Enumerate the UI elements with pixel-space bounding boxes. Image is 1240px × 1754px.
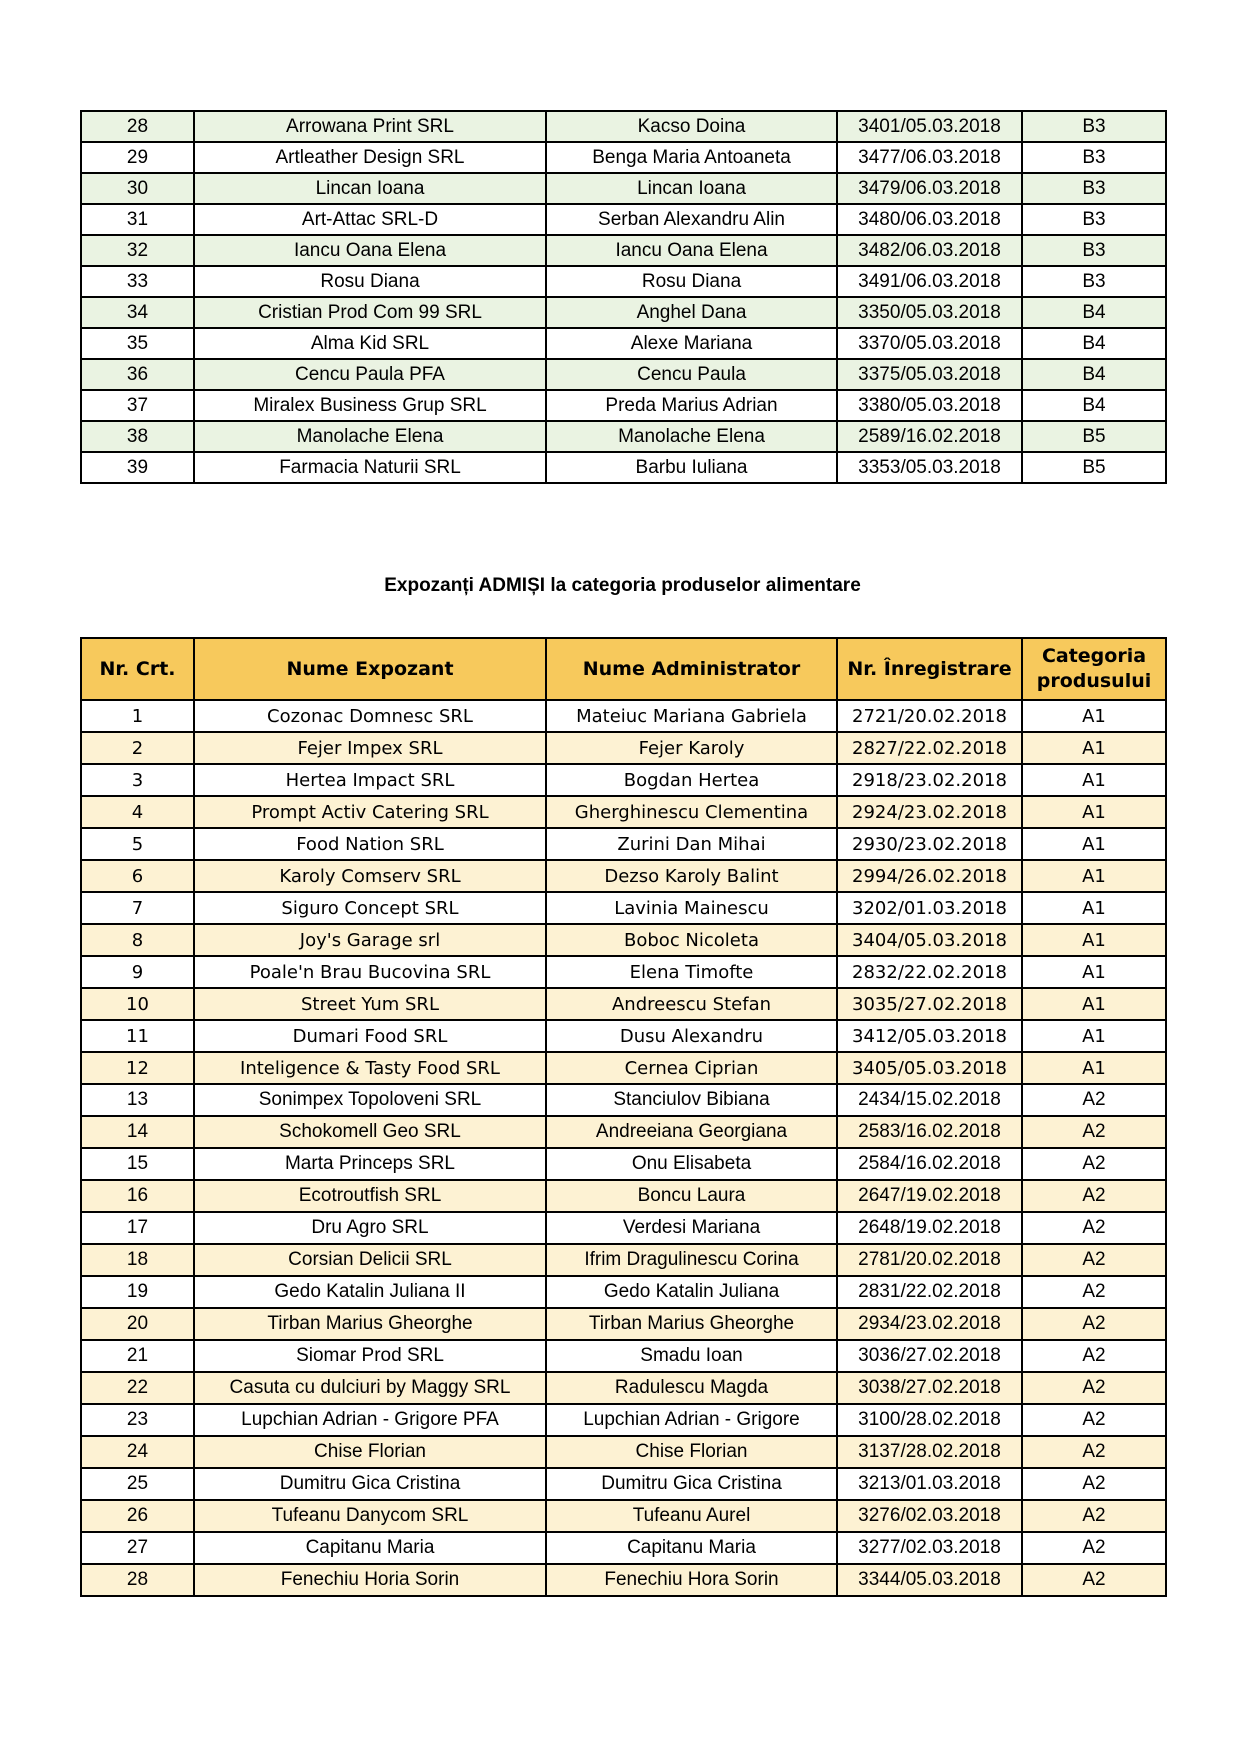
table-row [81, 860, 1166, 892]
cell-administrator-name: Serban Alexandru Alin [546, 204, 837, 235]
cell-exhibitor-name: Siguro Concept SRL [194, 892, 546, 924]
table-row [81, 828, 1166, 860]
cell-category: B3 [1022, 266, 1166, 297]
cell-nr: 28 [81, 1564, 194, 1596]
cell-exhibitor-name: Art-Attac SRL-D [194, 204, 546, 235]
header-nume-administrator: Nume Administrator [546, 638, 837, 700]
cell-administrator-name: Rosu Diana [546, 266, 837, 297]
cell-category: A1 [1022, 1020, 1166, 1052]
cell-registration-nr: 2918/23.02.2018 [837, 764, 1022, 796]
cell-registration-nr: 3404/05.03.2018 [837, 924, 1022, 956]
cell-nr: 16 [81, 1180, 194, 1212]
cell-registration-nr: 3276/02.03.2018 [837, 1500, 1022, 1532]
cell-administrator-name: Boncu Laura [546, 1180, 837, 1212]
cell-category: B4 [1022, 359, 1166, 390]
cell-exhibitor-name: Fenechiu Horia Sorin [194, 1564, 546, 1596]
header-categoria-produsului: Categoria produsului [1022, 638, 1166, 700]
table-row [81, 1308, 1166, 1340]
table-row [81, 796, 1166, 828]
cell-registration-nr: 3350/05.03.2018 [837, 297, 1022, 328]
cell-administrator-name: Stanciulov Bibiana [546, 1084, 837, 1116]
table-row [81, 1244, 1166, 1276]
table-row [81, 1468, 1166, 1500]
cell-exhibitor-name: Arrowana Print SRL [194, 111, 546, 142]
cell-nr: 33 [81, 266, 194, 297]
cell-category: A2 [1022, 1564, 1166, 1596]
table-row [81, 111, 1166, 142]
table-row [81, 173, 1166, 204]
cell-administrator-name: Cencu Paula [546, 359, 837, 390]
cell-administrator-name: Bogdan Hertea [546, 764, 837, 796]
cell-category: A1 [1022, 892, 1166, 924]
cell-category: A1 [1022, 700, 1166, 732]
cell-administrator-name: Mateiuc Mariana Gabriela [546, 700, 837, 732]
table-row [81, 1020, 1166, 1052]
cell-administrator-name: Lupchian Adrian - Grigore [546, 1404, 837, 1436]
cell-nr: 9 [81, 956, 194, 988]
cell-administrator-name: Tirban Marius Gheorghe [546, 1308, 837, 1340]
cell-exhibitor-name: Joy's Garage srl [194, 924, 546, 956]
table-row [81, 266, 1166, 297]
table-row [81, 764, 1166, 796]
cell-nr: 35 [81, 328, 194, 359]
cell-category: B3 [1022, 173, 1166, 204]
table-row [81, 328, 1166, 359]
cell-category: A2 [1022, 1500, 1166, 1532]
cell-exhibitor-name: Gedo Katalin Juliana II [194, 1276, 546, 1308]
cell-administrator-name: Dusu Alexandru [546, 1020, 837, 1052]
cell-nr: 34 [81, 297, 194, 328]
cell-registration-nr: 3038/27.02.2018 [837, 1372, 1022, 1404]
cell-exhibitor-name: Schokomell Geo SRL [194, 1116, 546, 1148]
table-row [81, 1532, 1166, 1564]
cell-registration-nr: 3375/05.03.2018 [837, 359, 1022, 390]
cell-category: A2 [1022, 1244, 1166, 1276]
cell-nr: 14 [81, 1116, 194, 1148]
cell-registration-nr: 3036/27.02.2018 [837, 1340, 1022, 1372]
cell-category: B4 [1022, 328, 1166, 359]
cell-administrator-name: Onu Elisabeta [546, 1148, 837, 1180]
cell-exhibitor-name: Dumitru Gica Cristina [194, 1468, 546, 1500]
cell-category: A2 [1022, 1180, 1166, 1212]
cell-registration-nr: 3344/05.03.2018 [837, 1564, 1022, 1596]
cell-nr: 29 [81, 142, 194, 173]
cell-exhibitor-name: Tufeanu Danycom SRL [194, 1500, 546, 1532]
cell-nr: 21 [81, 1340, 194, 1372]
cell-nr: 2 [81, 732, 194, 764]
cell-category: A1 [1022, 796, 1166, 828]
cell-exhibitor-name: Dru Agro SRL [194, 1212, 546, 1244]
cell-category: A2 [1022, 1308, 1166, 1340]
cell-administrator-name: Ifrim Dragulinescu Corina [546, 1244, 837, 1276]
cell-administrator-name: Boboc Nicoleta [546, 924, 837, 956]
cell-registration-nr: 3035/27.02.2018 [837, 988, 1022, 1020]
cell-category: A2 [1022, 1436, 1166, 1468]
cell-registration-nr: 2832/22.02.2018 [837, 956, 1022, 988]
cell-administrator-name: Dezso Karoly Balint [546, 860, 837, 892]
cell-registration-nr: 2930/23.02.2018 [837, 828, 1022, 860]
cell-administrator-name: Elena Timofte [546, 956, 837, 988]
cell-nr: 8 [81, 924, 194, 956]
cell-exhibitor-name: Iancu Oana Elena [194, 235, 546, 266]
cell-registration-nr: 3202/01.03.2018 [837, 892, 1022, 924]
table-row [81, 1052, 1166, 1084]
table-row [81, 142, 1166, 173]
cell-exhibitor-name: Corsian Delicii SRL [194, 1244, 546, 1276]
table-row [81, 1276, 1166, 1308]
cell-nr: 31 [81, 204, 194, 235]
cell-category: A2 [1022, 1212, 1166, 1244]
cell-registration-nr: 2781/20.02.2018 [837, 1244, 1022, 1276]
cell-category: A1 [1022, 924, 1166, 956]
cell-administrator-name: Fenechiu Hora Sorin [546, 1564, 837, 1596]
cell-registration-nr: 2584/16.02.2018 [837, 1148, 1022, 1180]
cell-registration-nr: 2434/15.02.2018 [837, 1084, 1022, 1116]
cell-exhibitor-name: Inteligence & Tasty Food SRL [194, 1052, 546, 1084]
cell-category: A1 [1022, 860, 1166, 892]
cell-category: A2 [1022, 1276, 1166, 1308]
cell-registration-nr: 3137/28.02.2018 [837, 1436, 1022, 1468]
cell-registration-nr: 2934/23.02.2018 [837, 1308, 1022, 1340]
cell-nr: 19 [81, 1276, 194, 1308]
table-row [81, 1212, 1166, 1244]
cell-administrator-name: Cernea Ciprian [546, 1052, 837, 1084]
cell-category: A2 [1022, 1116, 1166, 1148]
cell-category: B4 [1022, 390, 1166, 421]
cell-exhibitor-name: Hertea Impact SRL [194, 764, 546, 796]
table-row [81, 732, 1166, 764]
cell-registration-nr: 2648/19.02.2018 [837, 1212, 1022, 1244]
cell-nr: 26 [81, 1500, 194, 1532]
cell-administrator-name: Capitanu Maria [546, 1532, 837, 1564]
table-row [81, 700, 1166, 732]
cell-exhibitor-name: Food Nation SRL [194, 828, 546, 860]
cell-category: A2 [1022, 1084, 1166, 1116]
cell-category: A1 [1022, 1052, 1166, 1084]
cell-registration-nr: 2994/26.02.2018 [837, 860, 1022, 892]
cell-registration-nr: 2647/19.02.2018 [837, 1180, 1022, 1212]
header-nume-expozant: Nume Expozant [194, 638, 546, 700]
cell-administrator-name: Zurini Dan Mihai [546, 828, 837, 860]
food-exhibitors-table [80, 637, 1167, 1597]
cell-administrator-name: Chise Florian [546, 1436, 837, 1468]
cell-nr: 39 [81, 452, 194, 483]
cell-administrator-name: Lincan Ioana [546, 173, 837, 204]
cell-nr: 12 [81, 1052, 194, 1084]
cell-category: A1 [1022, 956, 1166, 988]
cell-category: A2 [1022, 1148, 1166, 1180]
table-row [81, 924, 1166, 956]
table-row [81, 204, 1166, 235]
cell-nr: 30 [81, 173, 194, 204]
cell-nr: 13 [81, 1084, 194, 1116]
cell-administrator-name: Andreeiana Georgiana [546, 1116, 837, 1148]
cell-administrator-name: Iancu Oana Elena [546, 235, 837, 266]
cell-registration-nr: 3370/05.03.2018 [837, 328, 1022, 359]
cell-exhibitor-name: Farmacia Naturii SRL [194, 452, 546, 483]
cell-registration-nr: 3277/02.03.2018 [837, 1532, 1022, 1564]
cell-administrator-name: Verdesi Mariana [546, 1212, 837, 1244]
cell-nr: 15 [81, 1148, 194, 1180]
cell-category: A2 [1022, 1340, 1166, 1372]
cell-exhibitor-name: Alma Kid SRL [194, 328, 546, 359]
cell-administrator-name: Andreescu Stefan [546, 988, 837, 1020]
cell-registration-nr: 2924/23.02.2018 [837, 796, 1022, 828]
cell-nr: 7 [81, 892, 194, 924]
cell-nr: 4 [81, 796, 194, 828]
cell-registration-nr: 3100/28.02.2018 [837, 1404, 1022, 1436]
section-title: Expozanți ADMIȘI la categoria produselor alimentare [384, 575, 861, 596]
table-row [81, 988, 1166, 1020]
cell-nr: 38 [81, 421, 194, 452]
cell-registration-nr: 2721/20.02.2018 [837, 700, 1022, 732]
cell-administrator-name: Barbu Iuliana [546, 452, 837, 483]
table-row [81, 421, 1166, 452]
cell-registration-nr: 3479/06.03.2018 [837, 173, 1022, 204]
cell-exhibitor-name: Lincan Ioana [194, 173, 546, 204]
cell-registration-nr: 3482/06.03.2018 [837, 235, 1022, 266]
cell-exhibitor-name: Cencu Paula PFA [194, 359, 546, 390]
cell-exhibitor-name: Cozonac Domnesc SRL [194, 700, 546, 732]
cell-nr: 37 [81, 390, 194, 421]
cell-nr: 23 [81, 1404, 194, 1436]
cell-nr: 17 [81, 1212, 194, 1244]
cell-category: A2 [1022, 1468, 1166, 1500]
cell-registration-nr: 3491/06.03.2018 [837, 266, 1022, 297]
cell-category: A1 [1022, 828, 1166, 860]
cell-administrator-name: Tufeanu Aurel [546, 1500, 837, 1532]
cell-exhibitor-name: Poale'n Brau Bucovina SRL [194, 956, 546, 988]
cell-nr: 25 [81, 1468, 194, 1500]
cell-exhibitor-name: Chise Florian [194, 1436, 546, 1468]
cell-category: A2 [1022, 1372, 1166, 1404]
cell-administrator-name: Gedo Katalin Juliana [546, 1276, 837, 1308]
cell-administrator-name: Kacso Doina [546, 111, 837, 142]
cell-exhibitor-name: Miralex Business Grup SRL [194, 390, 546, 421]
cell-administrator-name: Manolache Elena [546, 421, 837, 452]
cell-nr: 22 [81, 1372, 194, 1404]
table-row [81, 1180, 1166, 1212]
cell-exhibitor-name: Marta Princeps SRL [194, 1148, 546, 1180]
exhibitors-table-continued [80, 110, 1167, 484]
cell-administrator-name: Radulescu Magda [546, 1372, 837, 1404]
cell-administrator-name: Benga Maria Antoaneta [546, 142, 837, 173]
cell-administrator-name: Fejer Karoly [546, 732, 837, 764]
table-row [81, 1116, 1166, 1148]
cell-administrator-name: Lavinia Mainescu [546, 892, 837, 924]
cell-administrator-name: Anghel Dana [546, 297, 837, 328]
cell-category: B5 [1022, 421, 1166, 452]
cell-exhibitor-name: Capitanu Maria [194, 1532, 546, 1564]
cell-administrator-name: Smadu Ioan [546, 1340, 837, 1372]
cell-registration-nr: 3405/05.03.2018 [837, 1052, 1022, 1084]
table-row [81, 359, 1166, 390]
cell-registration-nr: 2589/16.02.2018 [837, 421, 1022, 452]
cell-nr: 32 [81, 235, 194, 266]
cell-registration-nr: 3480/06.03.2018 [837, 204, 1022, 235]
table-row [81, 892, 1166, 924]
cell-exhibitor-name: Ecotroutfish SRL [194, 1180, 546, 1212]
cell-exhibitor-name: Rosu Diana [194, 266, 546, 297]
cell-registration-nr: 3412/05.03.2018 [837, 1020, 1022, 1052]
cell-nr: 18 [81, 1244, 194, 1276]
cell-nr: 5 [81, 828, 194, 860]
cell-category: B3 [1022, 111, 1166, 142]
table-row [81, 1564, 1166, 1596]
cell-nr: 1 [81, 700, 194, 732]
table-row [81, 956, 1166, 988]
cell-category: B5 [1022, 452, 1166, 483]
cell-exhibitor-name: Casuta cu dulciuri by Maggy SRL [194, 1372, 546, 1404]
cell-administrator-name: Dumitru Gica Cristina [546, 1468, 837, 1500]
cell-exhibitor-name: Cristian Prod Com 99 SRL [194, 297, 546, 328]
table-row [81, 1148, 1166, 1180]
cell-registration-nr: 3380/05.03.2018 [837, 390, 1022, 421]
cell-administrator-name: Alexe Mariana [546, 328, 837, 359]
cell-category: A2 [1022, 1532, 1166, 1564]
table-row [81, 390, 1166, 421]
cell-nr: 28 [81, 111, 194, 142]
cell-exhibitor-name: Fejer Impex SRL [194, 732, 546, 764]
cell-nr: 11 [81, 1020, 194, 1052]
cell-category: A2 [1022, 1404, 1166, 1436]
table-row [81, 1084, 1166, 1116]
cell-exhibitor-name: Street Yum SRL [194, 988, 546, 1020]
cell-registration-nr: 2827/22.02.2018 [837, 732, 1022, 764]
table-row [81, 1372, 1166, 1404]
cell-exhibitor-name: Artleather Design SRL [194, 142, 546, 173]
cell-category: A1 [1022, 988, 1166, 1020]
cell-nr: 20 [81, 1308, 194, 1340]
table-row [81, 1436, 1166, 1468]
table-row [81, 1500, 1166, 1532]
table-row [81, 1404, 1166, 1436]
cell-category: B3 [1022, 204, 1166, 235]
table-row [81, 235, 1166, 266]
cell-exhibitor-name: Prompt Activ Catering SRL [194, 796, 546, 828]
cell-category: B4 [1022, 297, 1166, 328]
cell-category: B3 [1022, 235, 1166, 266]
cell-exhibitor-name: Lupchian Adrian - Grigore PFA [194, 1404, 546, 1436]
cell-registration-nr: 3477/06.03.2018 [837, 142, 1022, 173]
table-row [81, 1340, 1166, 1372]
cell-exhibitor-name: Dumari Food SRL [194, 1020, 546, 1052]
cell-registration-nr: 2583/16.02.2018 [837, 1116, 1022, 1148]
cell-registration-nr: 3401/05.03.2018 [837, 111, 1022, 142]
cell-category: B3 [1022, 142, 1166, 173]
cell-category: A1 [1022, 764, 1166, 796]
cell-nr: 24 [81, 1436, 194, 1468]
cell-exhibitor-name: Siomar Prod SRL [194, 1340, 546, 1372]
cell-nr: 10 [81, 988, 194, 1020]
cell-nr: 27 [81, 1532, 194, 1564]
cell-exhibitor-name: Sonimpex Topoloveni SRL [194, 1084, 546, 1116]
header-nr-crt: Nr. Crt. [81, 638, 194, 700]
table-row [81, 452, 1166, 483]
cell-registration-nr: 3213/01.03.2018 [837, 1468, 1022, 1500]
cell-exhibitor-name: Tirban Marius Gheorghe [194, 1308, 546, 1340]
cell-nr: 36 [81, 359, 194, 390]
cell-registration-nr: 3353/05.03.2018 [837, 452, 1022, 483]
cell-registration-nr: 2831/22.02.2018 [837, 1276, 1022, 1308]
header-nr-inregistrare: Nr. Înregistrare [837, 638, 1022, 700]
cell-administrator-name: Gherghinescu Clementina [546, 796, 837, 828]
cell-category: A1 [1022, 732, 1166, 764]
cell-exhibitor-name: Manolache Elena [194, 421, 546, 452]
cell-exhibitor-name: Karoly Comserv SRL [194, 860, 546, 892]
cell-nr: 6 [81, 860, 194, 892]
cell-nr: 3 [81, 764, 194, 796]
cell-administrator-name: Preda Marius Adrian [546, 390, 837, 421]
table-row [81, 297, 1166, 328]
table-header-row [81, 638, 1166, 700]
